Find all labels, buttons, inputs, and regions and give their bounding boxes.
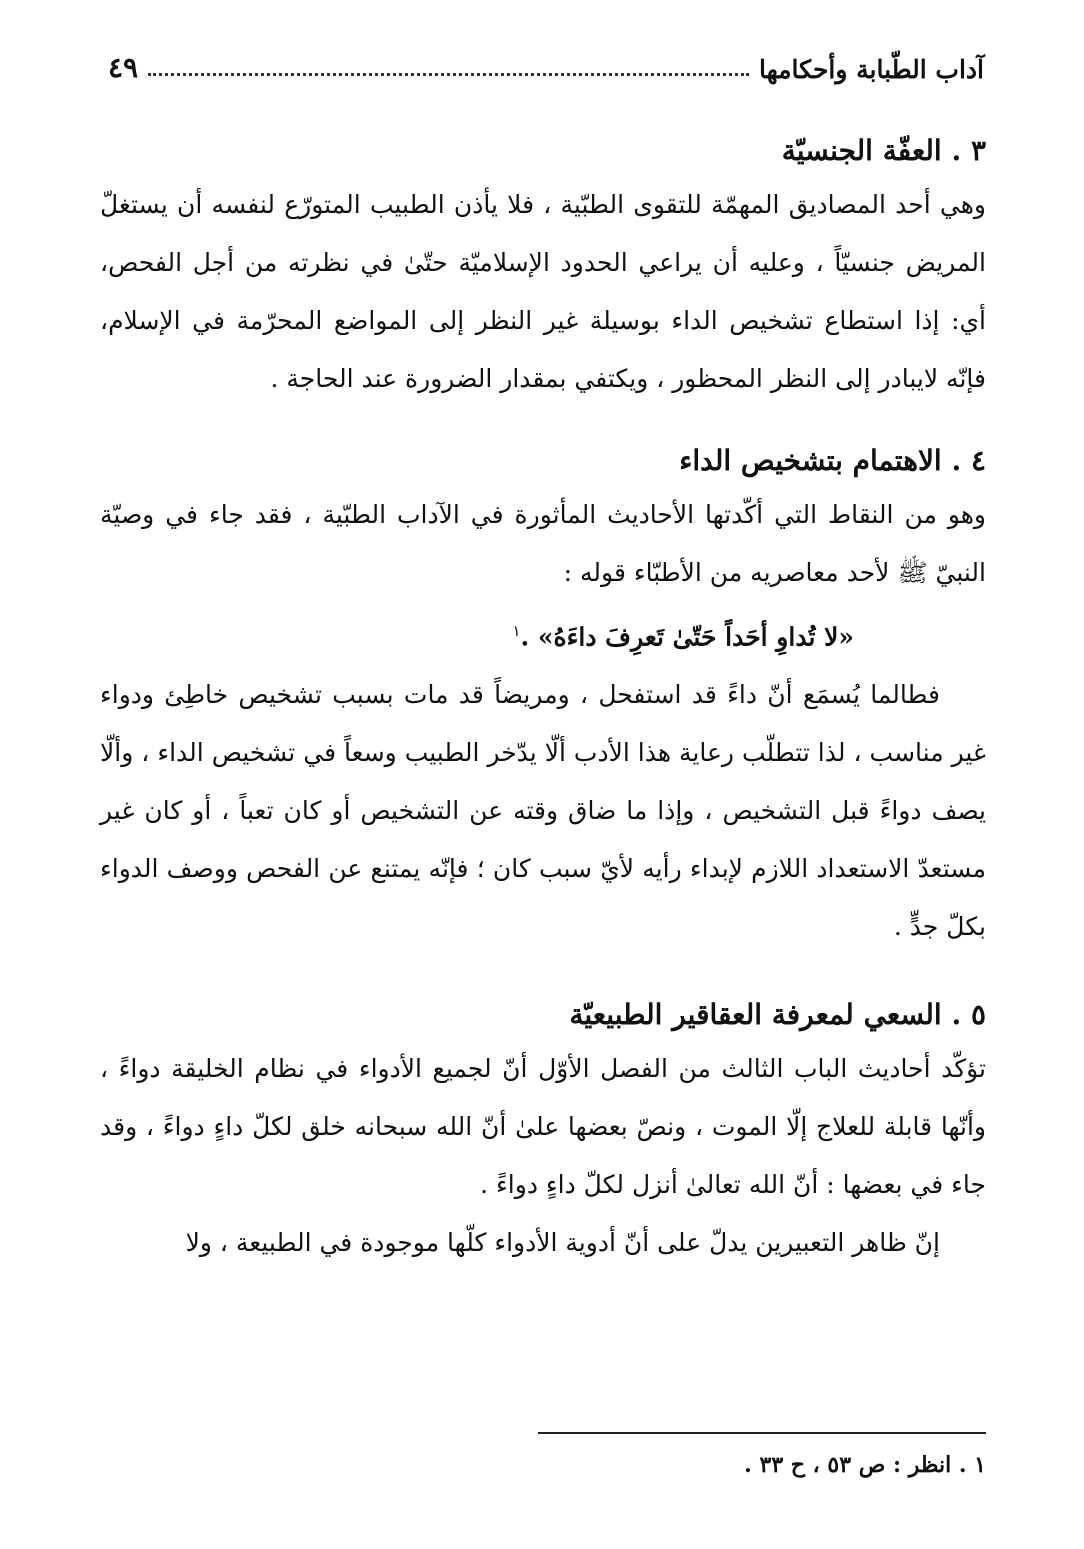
section-heading-4: ٤ . الاهتمام بتشخيص الداء [679,444,986,477]
section-4-intro: وهو من النقاط التي أكّدتها الأحاديث المأثورة في الآداب الطبّية ، فقد جاء في وصيّة النبيّ ﷺ لأحد معاصريه من الأطبّاء قوله : [100,500,986,587]
section-heading-5: ٥ . السعي لمعرفة العقاقير الطبيعيّة [569,998,986,1032]
running-title: آداب الطّبابة وأحكامها [759,55,984,84]
page-number: ٤٩ [108,51,139,84]
section-3-paragraph: وهي أحد المصاديق المهمّة للتقوى الطبّية ، فلا يأذن الطبيب المتورّع لنفسه أن يستغلّ المريض جنسيّاً ، وعليه أن يراعي الحدود الإسلاميّة حتّىٰ في نظرته من أجل الفحص، أي: إذا استطاع تشخيص الداء بوسيلة غير النظر إلى المواضع المحرّمة في الإسلام، فإنّه لايبادر إلى النظر المحظور ، ويكتفي بمقدار الضرورة عند الحاجة . [100,190,986,393]
section-4-body: فطالما يُسمَع أنّ داءً قد استفحل ، ومريضاً قد مات بسبب تشخيص خاطِئ ودواء غير مناسب ، لذا تتطلّب رعاية هذا الأدب ألّا يدّخر الطبيب وسعاً في تشخيص الداء ، وألّا يصف دواءً قبل التشخيص ، وإذا ما ضاق وقته عن التشخيص أو كان تعباً ، أو كان غير مستعدّ الاستعداد اللازم لإبداء رأيه لأيّ سبب كان ؛ فإنّه يمتنع عن الفحص ووصف الدواء بكلّ جدٍّ . [100,680,986,942]
hadith-quote [100,602,986,666]
footnote-divider [538,1432,986,1434]
hadith-quote-text: «لا تُداوِ أحَداً حَتّىٰ تَعرِفَ داءَهُ» . [520,622,854,652]
section-heading-3: ٣ . العفّة الجنسيّة [781,134,986,167]
running-header [108,44,984,84]
page-body [100,126,986,1272]
footnote-reference[interactable]: ١ [512,622,521,640]
leader-dots [148,73,749,76]
section-5-body: إنّ ظاهر التعبيرين يدلّ على أنّ أدوية الأدواء كلّها موجودة في الطبيعة ، ولا [185,1228,940,1258]
section-5-intro: تؤكّد أحاديث الباب الثالث من الفصل الأوّل أنّ لجميع الأدواء في نظام الخليقة دواءً ، وأنّها قابلة للعلاج إلّا الموت ، ونصّ بعضها علىٰ أنّ الله سبحانه خلق لكلّ داءٍ دواءً ، وقد جاء في بعضها : أنّ الله تعالىٰ أنزل لكلّ داءٍ دواءً . [100,1054,986,1200]
footnote: ١ . انظر : ص ٥٣ ، ح ٣٣ . [744,1452,986,1478]
